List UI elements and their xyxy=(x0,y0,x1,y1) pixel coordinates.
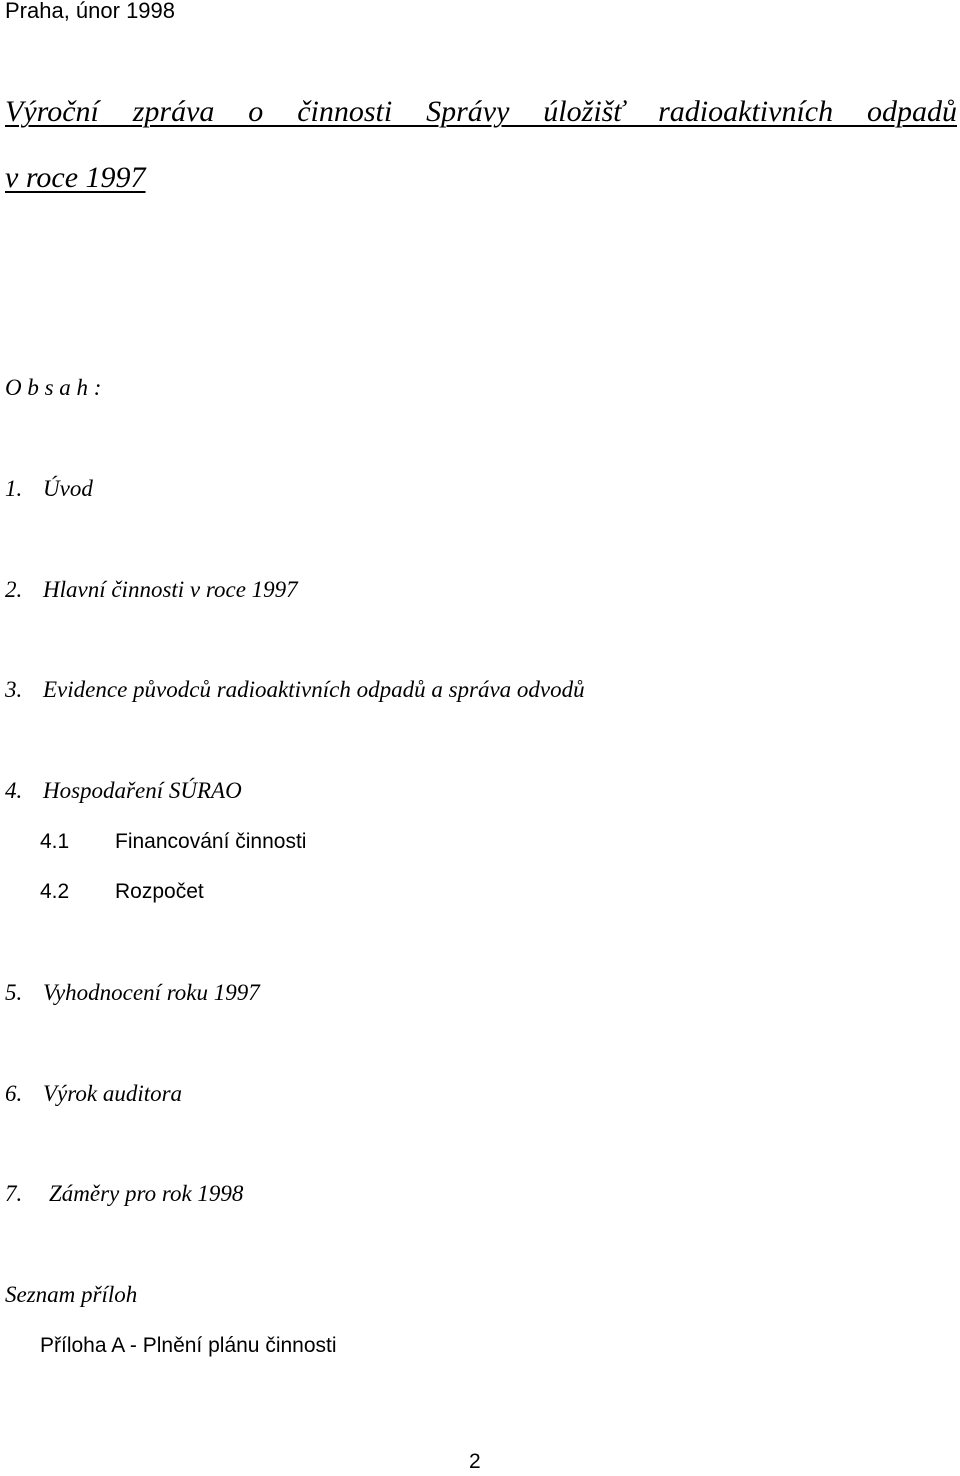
page-number: 2 xyxy=(469,1450,481,1473)
toc-number: 2. xyxy=(5,577,23,602)
toc-sublabel: Rozpočet xyxy=(115,880,204,903)
toc-item-evaluation xyxy=(5,979,260,1007)
toc-subnumber: 4.2 xyxy=(40,880,70,903)
toc-number: 3. xyxy=(5,677,23,702)
toc-label: Vyhodnocení roku 1997 xyxy=(43,980,260,1005)
toc-label: Evidence původců radioaktivních odpadů a správa odvodů xyxy=(43,677,585,702)
toc-label: Hospodaření SÚRAO xyxy=(43,778,242,803)
toc-sublabel: Financování činnosti xyxy=(115,830,307,853)
toc-item-economy xyxy=(5,777,242,805)
toc-label: Hlavní činnosti v roce 1997 xyxy=(43,577,298,602)
toc-number: 5. xyxy=(5,980,23,1005)
toc-subitem-financing xyxy=(40,828,306,856)
toc-number: 7. xyxy=(5,1181,23,1206)
toc-item-plans xyxy=(5,1180,243,1208)
attachment-item: Příloha A - Plnění plánu činnosti xyxy=(40,1334,337,1357)
document-title-line-1: Výroční zpráva o činnosti Správy úložišť radioaktivních odpadů xyxy=(5,95,957,128)
attachments-heading: Seznam příloh xyxy=(5,1282,138,1307)
document-title-line-2: v roce 1997 xyxy=(5,161,146,194)
toc-item-auditor xyxy=(5,1080,182,1108)
toc-number: 1. xyxy=(5,476,23,501)
toc-subnumber: 4.1 xyxy=(40,830,70,853)
place-date: Praha, únor 1998 xyxy=(5,0,176,23)
toc-item-main-activities xyxy=(5,576,298,604)
toc-number: 4. xyxy=(5,778,23,803)
toc-label: Záměry pro rok 1998 xyxy=(49,1181,244,1206)
toc-item-evidence xyxy=(5,676,585,704)
toc-label: Úvod xyxy=(43,476,93,501)
toc-label: Výrok auditora xyxy=(43,1081,183,1106)
toc-number: 6. xyxy=(5,1081,23,1106)
toc-subitem-budget xyxy=(40,878,204,906)
toc-item-intro xyxy=(5,475,93,503)
contents-heading: O b s a h : xyxy=(5,375,102,400)
